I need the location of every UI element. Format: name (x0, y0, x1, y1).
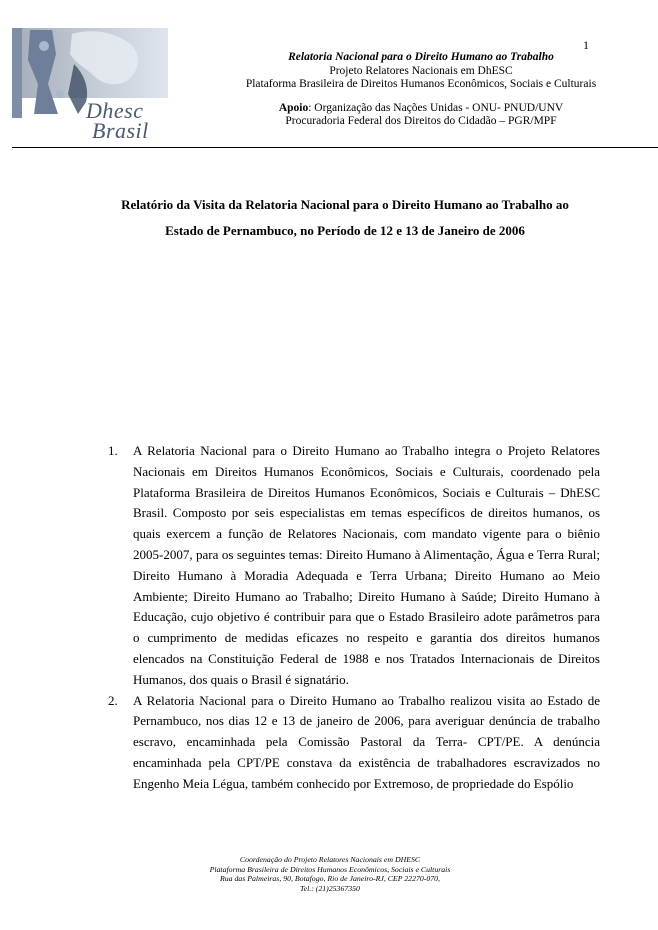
footer-line-3: Rua das Palmeiras, 90, Botafogo, Rio de Janeiro-RJ, CEP 22270-070, (219, 874, 441, 883)
paragraph-item (108, 691, 600, 795)
logo-text-dhesc: Dhesc (86, 98, 144, 123)
title-line-1: Relatório da Visita da Relatoria Nacional para o Direito Humano ao Trabalho ao (121, 197, 569, 212)
paragraph-text: A Relatoria Nacional para o Direito Humano ao Trabalho realizou visita ao Estado de Pernambuco, nos dias 12 e 13 de janeiro de 2006, para averiguar denúncia de trabalho escravo, encaminhada pela Comissão Pastoral da Terra- CPT/PE. A denúncia encaminhada pela CPT/PE constava da existência de trabalhadores escravizados no Engenho Meia Légua, também conhecido por Extremoso, de propriedade do Espólio (133, 692, 600, 791)
header-divider (12, 147, 658, 148)
title-line-2: Estado de Pernambuco, no Período de 12 e 13 de Janeiro de 2006 (165, 223, 525, 238)
header-procuradoria: Procuradoria Federal dos Direitos do Cidadão – PGR/MPF (285, 115, 557, 127)
header-plataforma: Plataforma Brasileira de Direitos Humanos Econômicos, Sociais e Culturais (245, 78, 597, 90)
paragraph-number: 1. (108, 443, 118, 458)
logo-text-brasil: Brasil (92, 118, 149, 143)
support-label: Apoio (278, 101, 309, 114)
header-apoio (222, 102, 620, 116)
footer-line-1: Coordenação do Projeto Relatores Nacionais em DHESC (239, 855, 421, 864)
paragraph-text: A Relatoria Nacional para o Direito Humano ao Trabalho integra o Projeto Relatores Nacionais em Direitos Humanos Econômicos, Sociais e Culturais, coordenado pela Plataforma Brasileira de Direitos Humanos Econômicos, Sociais e Culturais – DhESC Brasil. Composto por seis especialistas em temas específicos de direitos humanos, os quais exercem a função de Relatores Nacionais, com mandato vigente para o biênio 2005-2007, para os seguintes temas: Direito Humano à Alimentação, Água e Terra Rural; Direito Humano à Moradia Adequada e Terra Urbana; Direito Humano ao Meio Ambiente; Direito Humano ao Trabalho; Direito Humano à Saúde; Direito Humano à Educação, cujo objetivo é contribuir para que o Estado Brasileiro adote parâmetros para o cumprimento de medidas eficazes no respeito e garantia dos direitos humanos elencados na Constituição Federal de 1988 e nos Tratados Internacionais de Direitos Humanos, dos quais o Brasil é signatário. (133, 443, 600, 687)
page-number: 1 (583, 38, 589, 52)
paragraph-number: 2. (108, 692, 118, 708)
report-title (60, 192, 630, 244)
letterhead (222, 51, 620, 129)
support-text: : Organização das Nações Unidas - ONU- PNUD/UNV (308, 101, 564, 114)
header-projeto: Projeto Relatores Nacionais em DhESC (329, 64, 513, 77)
footer-line-4: Tel.: (21)25367350 (300, 883, 360, 893)
page-footer (170, 855, 490, 893)
dhesc-logo (12, 24, 168, 143)
header-relatoria: Relatoria Nacional para o Direito Humano ao Trabalho (288, 51, 554, 63)
footer-line-2: Plataforma Brasileira de Direitos Humanos Econômicos, Sociais e Culturais (209, 864, 451, 874)
numbered-paragraphs (108, 441, 600, 795)
paragraph-item (108, 441, 600, 691)
